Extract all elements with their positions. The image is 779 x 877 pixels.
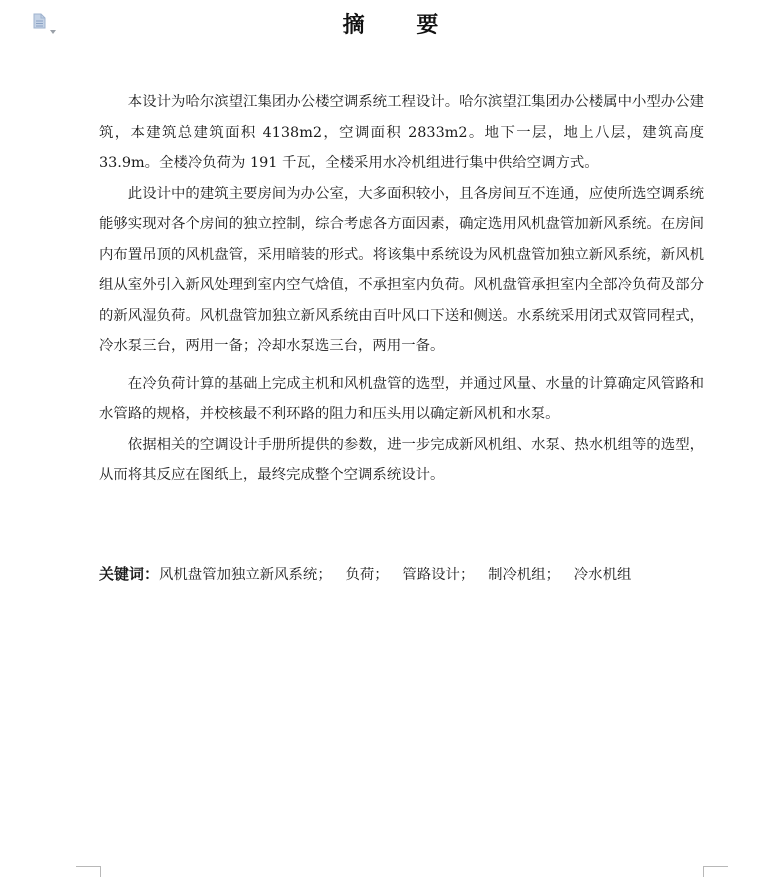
- abstract-paragraph: 本设计为哈尔滨望江集团办公楼空调系统工程设计。哈尔滨望江集团办公楼属中小型办公建筑，本建筑总建筑面积 4138m2，空调面积 2833m2。地下一层，地上八层，建筑高度 33.9m。全楼冷负荷为 191 千瓦，全楼采用水冷机组进行集中供给空调方式。: [99, 94, 704, 171]
- keywords-line: [99, 560, 719, 589]
- keywords-label: 关键词：: [99, 565, 160, 583]
- abstract-body: [99, 87, 704, 491]
- page-title: 摘 要: [342, 13, 461, 38]
- abstract-paragraph: 在冷负荷计算的基础上完成主机和风机盘管的选型，并通过风量、水量的计算确定风管路和水管路的规格，并校核最不利环路的阻力和压头用以确定新风机和水泵。: [99, 375, 704, 422]
- abstract-paragraph: 此设计中的建筑主要房间为办公室，大多面积较小，且各房间互不连通，应使所选空调系统能够实现对各个房间的独立控制，综合考虑各方面因素，确定选用风机盘管加新风系统。在房间内布置吊顶的风机盘管，采用暗装的形式。将该集中系统设为风机盘管加独立新风系统，新风机组从室外引入新风处理到室内空气焓值，不承担室内负荷。风机盘管承担室内全部冷负荷及部分的新风湿负荷。风机盘管加独立新风系统由百叶风口下送和侧送。水系统采用闭式双管同程式，冷水泵三台，两用一备；冷却水泵选三台，两用一备。: [99, 185, 704, 354]
- abstract-paragraph: 依据相关的空调设计手册所提供的参数，进一步完成新风机组、水泵、热水机组等的选型，从而将其反应在图纸上，最终完成整个空调系统设计。: [99, 436, 704, 483]
- keyword-item: 制冷机组；: [488, 567, 561, 583]
- page-corner-mark-left: [76, 866, 101, 877]
- keyword-item: 冷水机组: [573, 567, 632, 583]
- keyword-item: 负荷；: [345, 567, 389, 583]
- keyword-item: 管路设计；: [402, 567, 475, 583]
- keyword-item: 风机盘管加独立新风系统；: [159, 567, 332, 583]
- page-corner-mark-right: [703, 866, 728, 877]
